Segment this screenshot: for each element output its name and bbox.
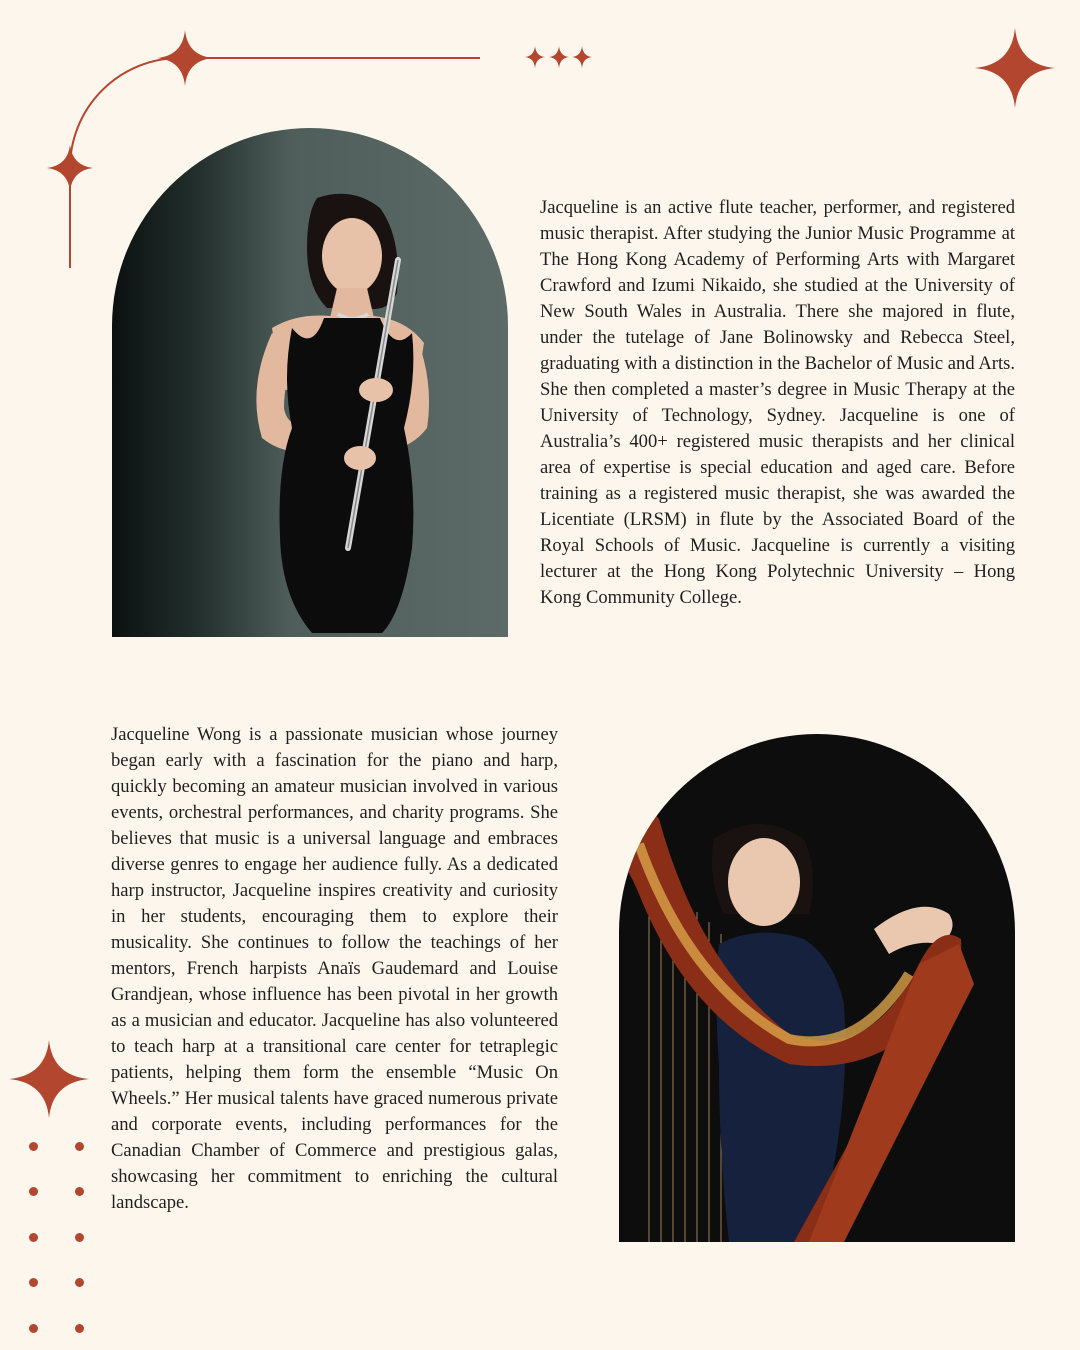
- dot: [29, 1324, 38, 1333]
- dot: [75, 1233, 84, 1242]
- dot: [75, 1278, 84, 1287]
- bio-paragraph-flute: Jacqueline is an active flute teacher, performer, and registered music therapist. After studying the Junior Music Programme at The Hong Kong Academy of Performing Arts with Margaret Crawford and Izumi Nikaido, she studied at the University of New South Wales in Australia. There she majored in flute, under the tutelage of Jane Bolinowsky and Rebecca Steel, graduating with a distinction in the Bachelor of Music and Arts. She then completed a master’s degree in Music Therapy at the University of Technology, Sydney. Jacqueline is one of Australia’s 400+ registered music therapists and her clinical area of expertise is special education and aged care. Before training as a registered music therapist, she was awarded the Licentiate (LRSM) in flute by the Associated Board of the Royal Schools of Music. Jacqueline is currently a visiting lecturer at the Hong Kong Polytechnic University – Hong Kong Community College.: [540, 197, 1015, 608]
- sparkle-icon: [975, 28, 1055, 108]
- dot: [29, 1142, 38, 1151]
- bio-paragraph-harp: Jacqueline Wong is a passionate musician whose journey began early with a fascination for the piano and harp, quickly becoming an amateur musician involved in various events, orchestral performances, and charity programs. She believes that music is a universal language and embraces diverse genres to engage her audience fully. As a dedicated harp instructor, Jacqueline inspires creativity and curiosity in her students, encouraging them to explore their musicality. She continues to follow the teachings of her mentors, French harpists Anaïs Gaudemard and Louise Grandjean, whose influence has been pivotal in her growth as a musician and educator. Jacqueline has also volunteered to teach harp at a transitional care center for tetraplegic patients, helping them form the ensemble “Music On Wheels.” Her musical talents have graced numerous private and corporate events, including performances for the Canadian Chamber of Commerce and prestigious galas, showcasing her commitment to enriching the cultural landscape.: [111, 724, 558, 1213]
- woman-holding-flute-photo: [112, 128, 508, 637]
- woman-with-harp-photo: [619, 734, 1015, 1242]
- harp-portrait-photo: [619, 734, 1015, 1242]
- dot: [75, 1142, 84, 1151]
- dot: [75, 1187, 84, 1196]
- dot: [29, 1233, 38, 1242]
- three-sparkles-icon: [524, 44, 594, 70]
- flute-portrait-photo: [112, 128, 508, 637]
- sparkle-icon: [9, 1040, 89, 1118]
- dot: [29, 1278, 38, 1287]
- dot: [75, 1324, 84, 1333]
- dot: [29, 1187, 38, 1196]
